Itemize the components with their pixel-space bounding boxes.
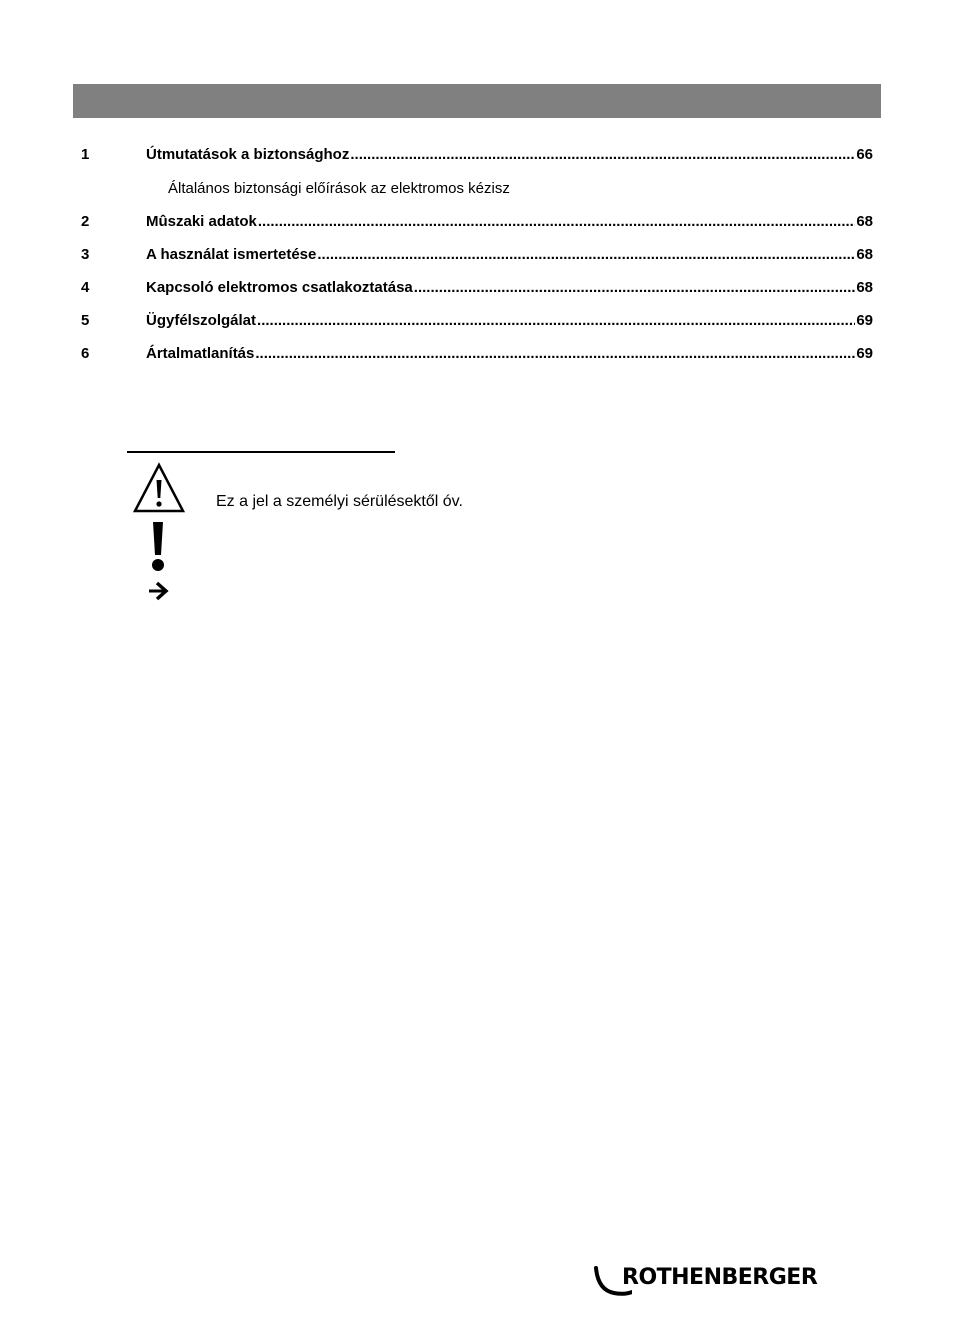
header-bar: [73, 84, 881, 118]
toc-title: Ártalmatlanítás: [146, 345, 255, 362]
toc-number: 4: [81, 279, 90, 296]
toc-leader: [317, 245, 855, 265]
toc-entry-3[interactable]: [81, 245, 873, 265]
section-rule: [127, 451, 395, 453]
toc-title: Kapcsoló elektromos csatlakoztatása: [146, 279, 413, 296]
toc-page: 68: [856, 213, 873, 230]
toc-page: 68: [856, 279, 873, 296]
warning-description: Ez a jel a személyi sérülésektől óv.: [216, 493, 463, 510]
toc-number: 1: [81, 146, 90, 163]
toc-leader: [258, 212, 855, 232]
toc-entry-6[interactable]: [81, 344, 873, 364]
toc-entry-4[interactable]: [81, 278, 873, 298]
toc-number: 2: [81, 213, 90, 230]
arrow-right-icon: [147, 580, 171, 602]
toc-entry-1[interactable]: [81, 145, 873, 165]
toc-leader: [257, 311, 855, 331]
toc-subentry[interactable]: Általános biztonsági előírások az elektromos kézisz: [168, 180, 510, 197]
brand-logo: [592, 1262, 828, 1298]
toc-leader: [350, 145, 855, 165]
logo-text: ROTHENBERGER: [622, 1265, 818, 1290]
toc-number: 5: [81, 312, 90, 329]
toc-page: 69: [856, 312, 873, 329]
toc-page: 66: [856, 146, 873, 163]
toc-page: 69: [856, 345, 873, 362]
toc-title: Ügyfélszolgálat: [146, 312, 257, 329]
toc-number: 6: [81, 345, 90, 362]
toc-leader: [255, 344, 855, 364]
warning-triangle-icon: [132, 462, 186, 514]
toc-entry-2[interactable]: [81, 212, 873, 232]
toc-title: Útmutatások a biztonsághoz: [146, 146, 350, 163]
toc-number: 3: [81, 246, 90, 263]
toc-entry-5[interactable]: [81, 311, 873, 331]
toc-leader: [414, 278, 856, 298]
exclamation-icon: [148, 521, 168, 573]
toc-title: Mûszaki adatok: [146, 213, 257, 230]
toc-title: A használat ismertetése: [146, 246, 317, 263]
toc-page: 68: [856, 246, 873, 263]
